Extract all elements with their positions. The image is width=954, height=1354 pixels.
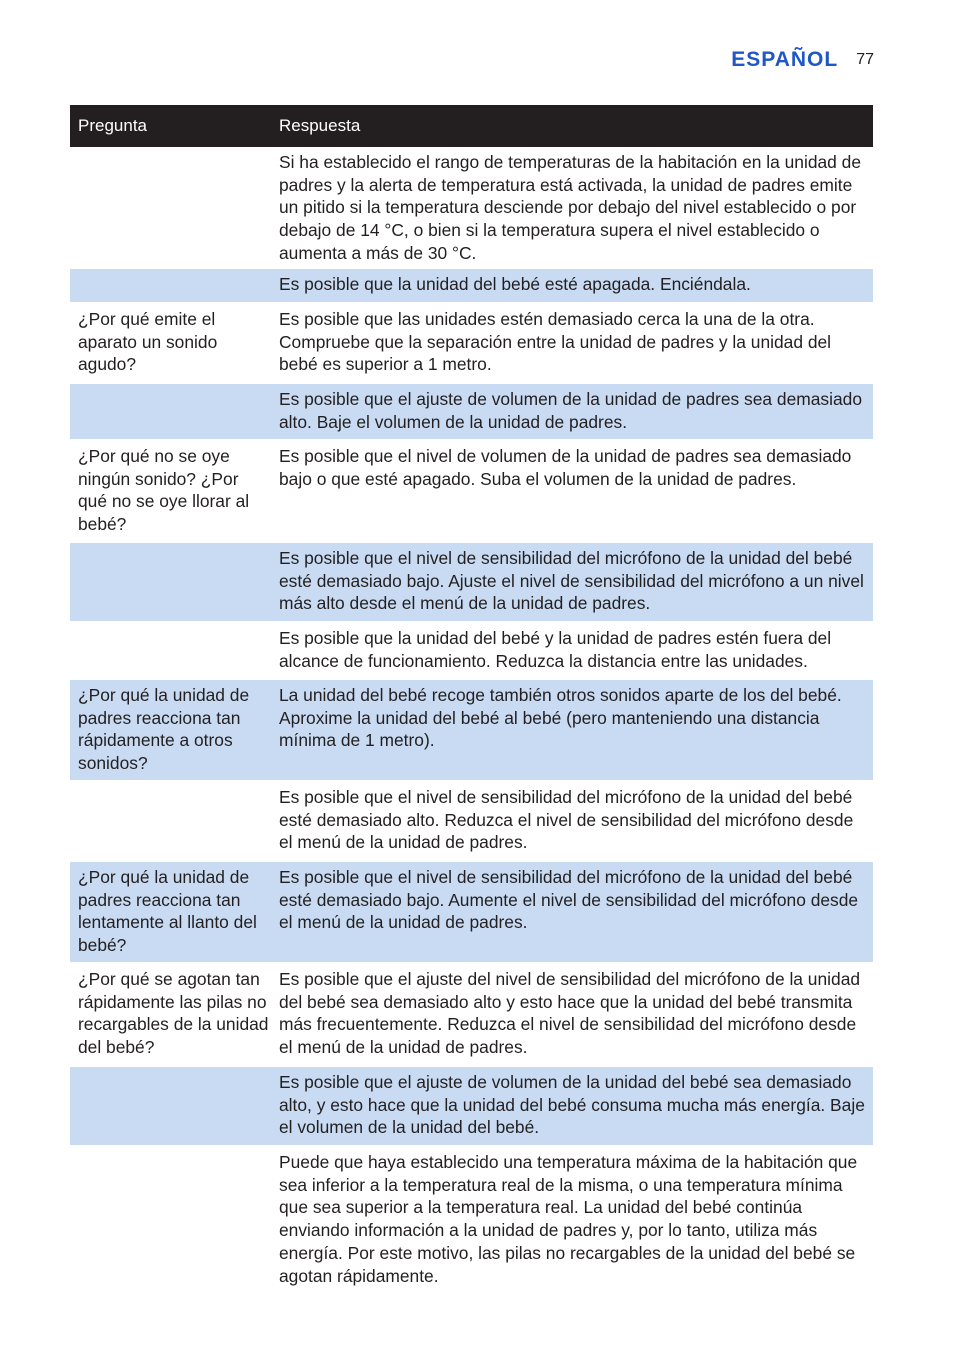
row-question: ¿Por qué la unidad de padres reacciona tan rápidamente a otros sonidos? [78,685,250,774]
table-row [70,147,873,269]
header-question: Pregunta [78,116,147,135]
row-question [70,269,272,302]
row-answer: Es posible que el nivel de sensibilidad del micrófono de la unidad del bebé esté demasiado bajo. Ajuste el nivel de sensibilidad del micrófono a un nivel más alto desde el menú de la unidad de padres. [279,548,864,614]
row-answer: Es posible que las unidades estén demasiado cerca la una de la otra. Compruebe que la separación entre la unidad de padres y la unidad del bebé es superior a 1 metro. [279,309,832,375]
row-question [70,543,272,621]
row-answer: Es posible que el ajuste de volumen de la unidad del bebé sea demasiado alto, y esto hace que la unidad del bebé consuma mucha más energía. Baje el volumen de la unidad del bebé. [279,1072,865,1138]
row-question [70,384,272,439]
row-answer: Es posible que el ajuste del nivel de sensibilidad del micrófono de la unidad del bebé sea demasiado alto y esto hace que la unidad del bebé transmita más frecuentemente. Reduzca el nivel de sensibilidad del micrófono desde el menú de la unidad de padres. [279,969,861,1058]
language-label: ESPAÑOL [731,48,839,71]
faq-table [70,105,873,1295]
table-row [70,304,873,384]
row-question [70,147,272,267]
row-answer: Es posible que el nivel de volumen de la unidad de padres sea demasiado bajo o que esté apagado. Suba el volumen de la unidad de padres. [279,446,852,489]
row-answer: Puede que haya establecido una temperatura máxima de la habitación que sea inferior a la temperatura real de la misma, o una temperatura mínima que sea superior a la temperatura real. La unidad del bebé continúa enviando información a la unidad de padres y, por lo tanto, utiliza más energía. Por este motivo, las pilas no recargables de la unidad del bebé se agotan rápidamente. [279,1152,858,1286]
row-question [70,1067,272,1145]
page-header [731,46,874,74]
table-row [70,964,873,1067]
row-question [70,1147,272,1293]
row-answer: Si ha establecido el rango de temperaturas de la habitación en la unidad de padres y la alerta de temperatura está activada, la unidad de padres emite un pitido si la temperatura desciende por debajo del nivel establecido o por debajo de 14 °C, o bien si la temperatura supera el nivel establecido o aumenta a más de 30 °C. [279,152,862,263]
table-row [70,384,873,441]
row-answer: Es posible que el nivel de sensibilidad del micrófono de la unidad del bebé esté demasiado alto. Reduzca el nivel de sensibilidad del micrófono desde el menú de la unidad de padres. [279,787,854,853]
table-row [70,782,873,862]
table-row [70,623,873,680]
row-answer: Es posible que la unidad del bebé esté apagada. Enciéndala. [279,274,751,294]
table-row [70,1067,873,1147]
row-answer: Es posible que el nivel de sensibilidad del micrófono de la unidad del bebé esté demasiado bajo. Aumente el nivel de sensibilidad del micrófono desde el menú de la unidad de padres. [279,867,859,933]
row-question [70,782,272,860]
table-row [70,441,873,543]
row-answer: La unidad del bebé recoge también otros sonidos aparte de los del bebé. Aproxime la unidad del bebé al bebé (pero manteniendo una distancia mínima de 1 metro). [279,685,842,751]
row-question: ¿Por qué emite el aparato un sonido agudo? [78,309,218,375]
page-number: 77 [856,51,874,68]
table-row [70,1147,873,1295]
table-row [70,543,873,623]
row-answer: Es posible que el ajuste de volumen de la unidad de padres sea demasiado alto. Baje el volumen de la unidad de padres. [279,389,862,432]
table-row [70,680,873,782]
row-question: ¿Por qué se agotan tan rápidamente las pilas no recargables de la unidad del bebé? [78,969,269,1058]
header-answer: Respuesta [279,116,361,135]
table-row [70,269,873,304]
row-answer: Es posible que la unidad del bebé y la unidad de padres estén fuera del alcance de funcionamiento. Reduzca la distancia entre las unidades. [279,628,832,671]
row-question: ¿Por qué no se oye ningún sonido? ¿Por qué no se oye llorar al bebé? [78,446,250,535]
row-question: ¿Por qué la unidad de padres reacciona tan lentamente al llanto del bebé? [78,867,257,956]
table-header [70,105,873,147]
row-question [70,623,272,678]
table-row [70,862,873,964]
